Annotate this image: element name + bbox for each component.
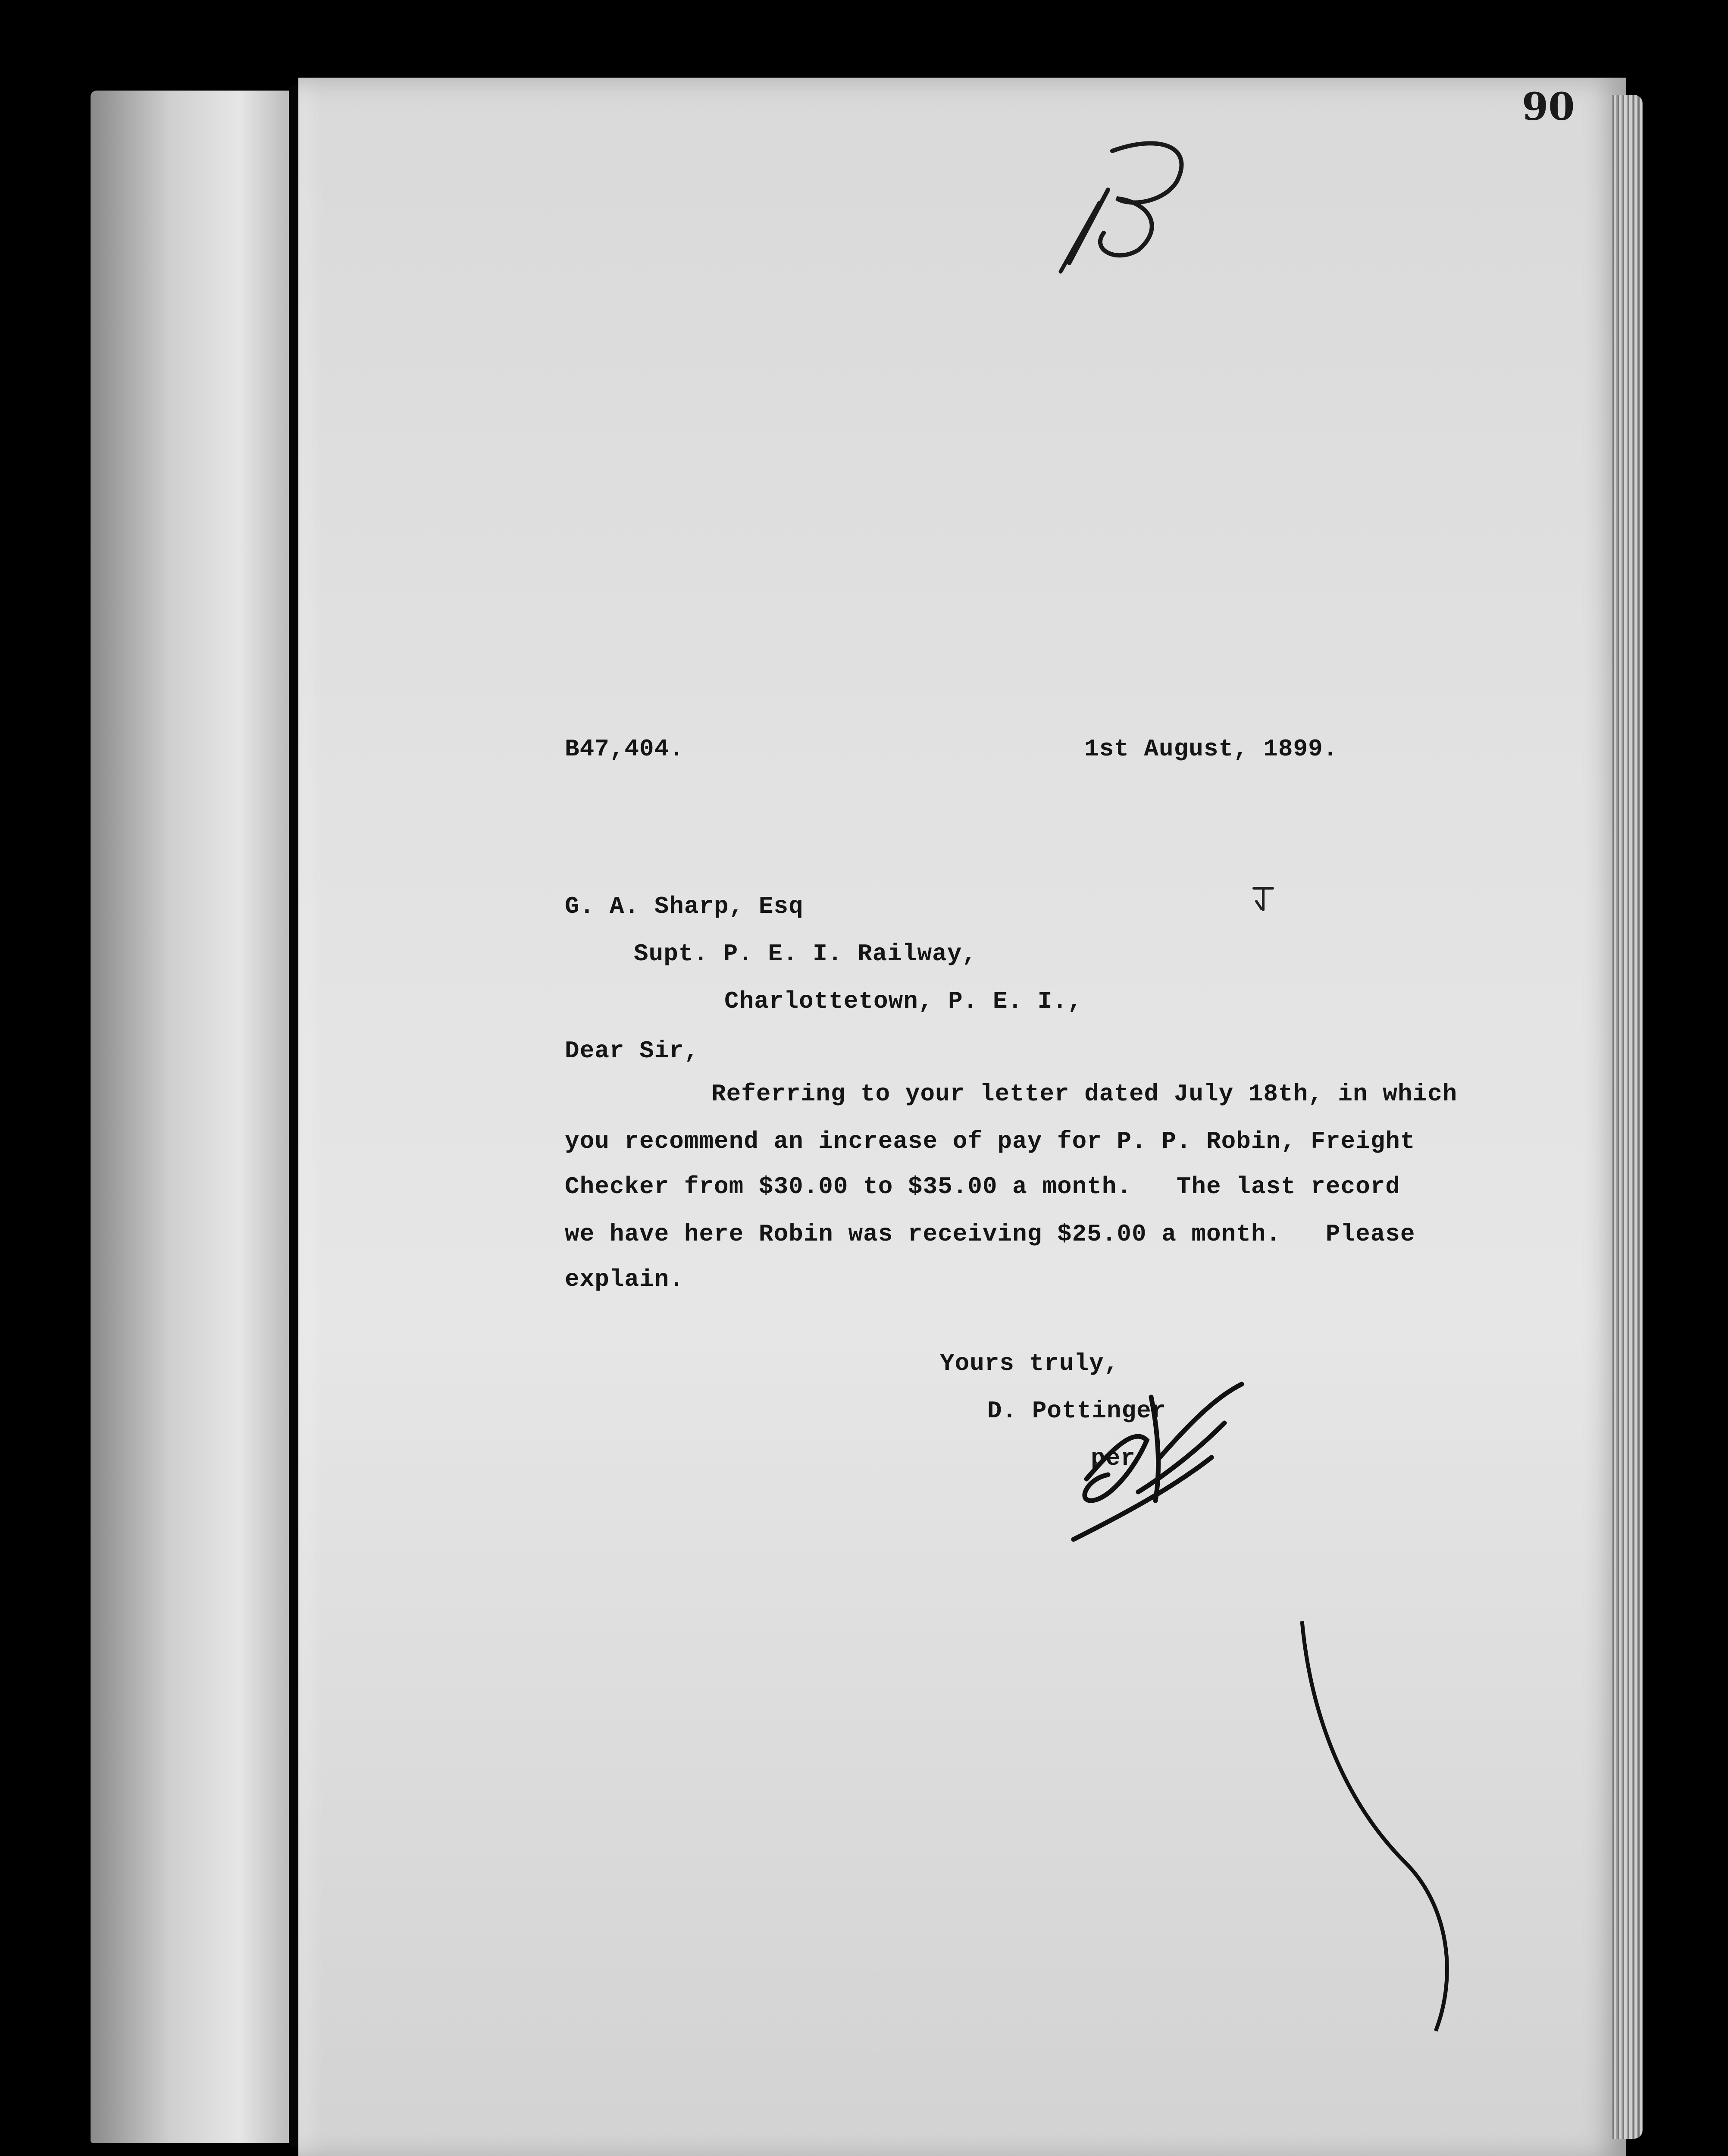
per-label: per: [1091, 1445, 1136, 1472]
handwritten-tick-mark: [1250, 884, 1276, 914]
salutation: Dear Sir,: [565, 1037, 699, 1065]
left-facing-page: [91, 91, 289, 2143]
page-number: 90: [1522, 84, 1575, 129]
body-line: you recommend an increase of pay for P. P. Robin, Freight: [565, 1128, 1415, 1155]
letter-date: 1st August, 1899.: [1084, 735, 1338, 763]
recipient-name: G. A. Sharp, Esq: [565, 893, 804, 920]
page-stack-edge: [1612, 95, 1643, 2139]
body-line: we have here Robin was receiving $25.00 a month. Please: [565, 1220, 1415, 1248]
closing: Yours truly,: [940, 1350, 1119, 1377]
signer-name: D. Pottinger: [987, 1397, 1167, 1425]
letter-reference: B47,404.: [565, 735, 684, 763]
body-line: Referring to your letter dated July 18th, in which: [711, 1080, 1458, 1108]
body-line: Checker from $30.00 to $35.00 a month. The last record: [565, 1173, 1400, 1200]
page-gutter: [290, 86, 298, 2147]
handwritten-signature: [1061, 1371, 1268, 1552]
recipient-city: Charlottetown, P. E. I.,: [724, 987, 1083, 1015]
pencil-margin-line: [1293, 1621, 1474, 2035]
body-line: explain.: [565, 1266, 684, 1293]
handwritten-initials-mark: [1052, 134, 1207, 276]
recipient-title: Supt. P. E. I. Railway,: [634, 940, 977, 968]
